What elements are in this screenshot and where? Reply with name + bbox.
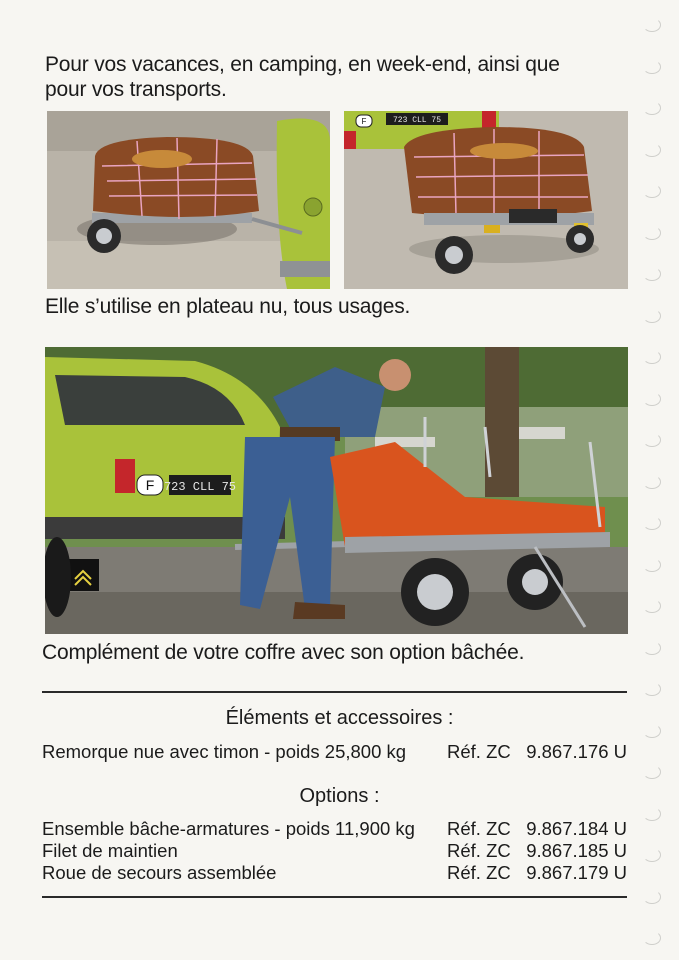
options-row <box>42 818 627 840</box>
binding-ring <box>643 516 661 530</box>
intro-line-1: Pour vos vacances, en camping, en week-end, ainsi que <box>45 53 560 76</box>
binding-ring <box>643 433 661 447</box>
binding-ring <box>643 807 661 821</box>
caption-covered: Complément de votre coffre avec son option bâchée. <box>42 641 525 664</box>
elements-row-ref: Réf. ZC <box>447 741 511 762</box>
binding-ring <box>643 475 661 489</box>
elements-row-desc: Remorque nue avec timon - poids 25,800 kg <box>42 741 407 762</box>
binding-ring <box>643 641 661 655</box>
elements-heading: Éléments et accessoires : <box>225 707 454 729</box>
elements-row-code: 9.867.176 U <box>526 741 627 762</box>
options-row-code: 9.867.179 U <box>526 862 627 883</box>
binding-ring <box>643 184 661 198</box>
binding-ring <box>643 599 661 613</box>
options-row-desc: Filet de maintien <box>42 840 178 861</box>
binding-ring <box>643 558 661 572</box>
options-row-ref: Réf. ZC <box>447 840 511 861</box>
options-row-ref: Réf. ZC <box>447 818 511 839</box>
options-row <box>42 862 627 884</box>
plate-big-text: 723 CLL 75 <box>163 480 237 494</box>
binding-ring <box>643 682 661 696</box>
bottom-rule <box>42 896 627 898</box>
photo-trailer-luggage-rear <box>344 111 628 289</box>
options-row-desc: Roue de secours assemblée <box>42 862 277 883</box>
caption-flatbed: Elle s’utilise en plateau nu, tous usages. <box>45 295 411 318</box>
binding-ring <box>643 267 661 281</box>
options-row-code: 9.867.184 U <box>526 818 627 839</box>
binding-ring <box>643 765 661 779</box>
binding-ring <box>643 848 661 862</box>
top-rule <box>42 691 627 693</box>
options-heading: Options : <box>299 785 380 807</box>
options-row <box>42 840 627 862</box>
options-row-desc: Ensemble bâche-armatures - poids 11,900 kg <box>42 818 415 839</box>
binding-ring <box>643 226 661 240</box>
options-row-ref: Réf. ZC <box>447 862 511 883</box>
elements-row <box>42 741 627 763</box>
binding-ring <box>643 101 661 115</box>
intro-text <box>45 52 560 102</box>
photo-car-covered-trailer <box>45 347 628 634</box>
photo-trailer-luggage-left <box>47 111 330 289</box>
options-row-code: 9.867.185 U <box>526 840 627 861</box>
binding-ring <box>643 18 661 32</box>
country-badge-big: F <box>145 477 155 493</box>
intro-line-2: pour vos transports. <box>45 78 227 101</box>
binding-ring <box>643 309 661 323</box>
binding-ring <box>643 392 661 406</box>
plate-rear-text: 723 CLL 75 <box>392 116 442 125</box>
binding-ring <box>643 60 661 74</box>
binding-ring <box>643 350 661 364</box>
binding-ring <box>643 890 661 904</box>
binding-rings <box>637 0 665 960</box>
binding-ring <box>643 143 661 157</box>
country-badge-rear: F <box>361 117 367 126</box>
binding-ring <box>643 931 661 945</box>
